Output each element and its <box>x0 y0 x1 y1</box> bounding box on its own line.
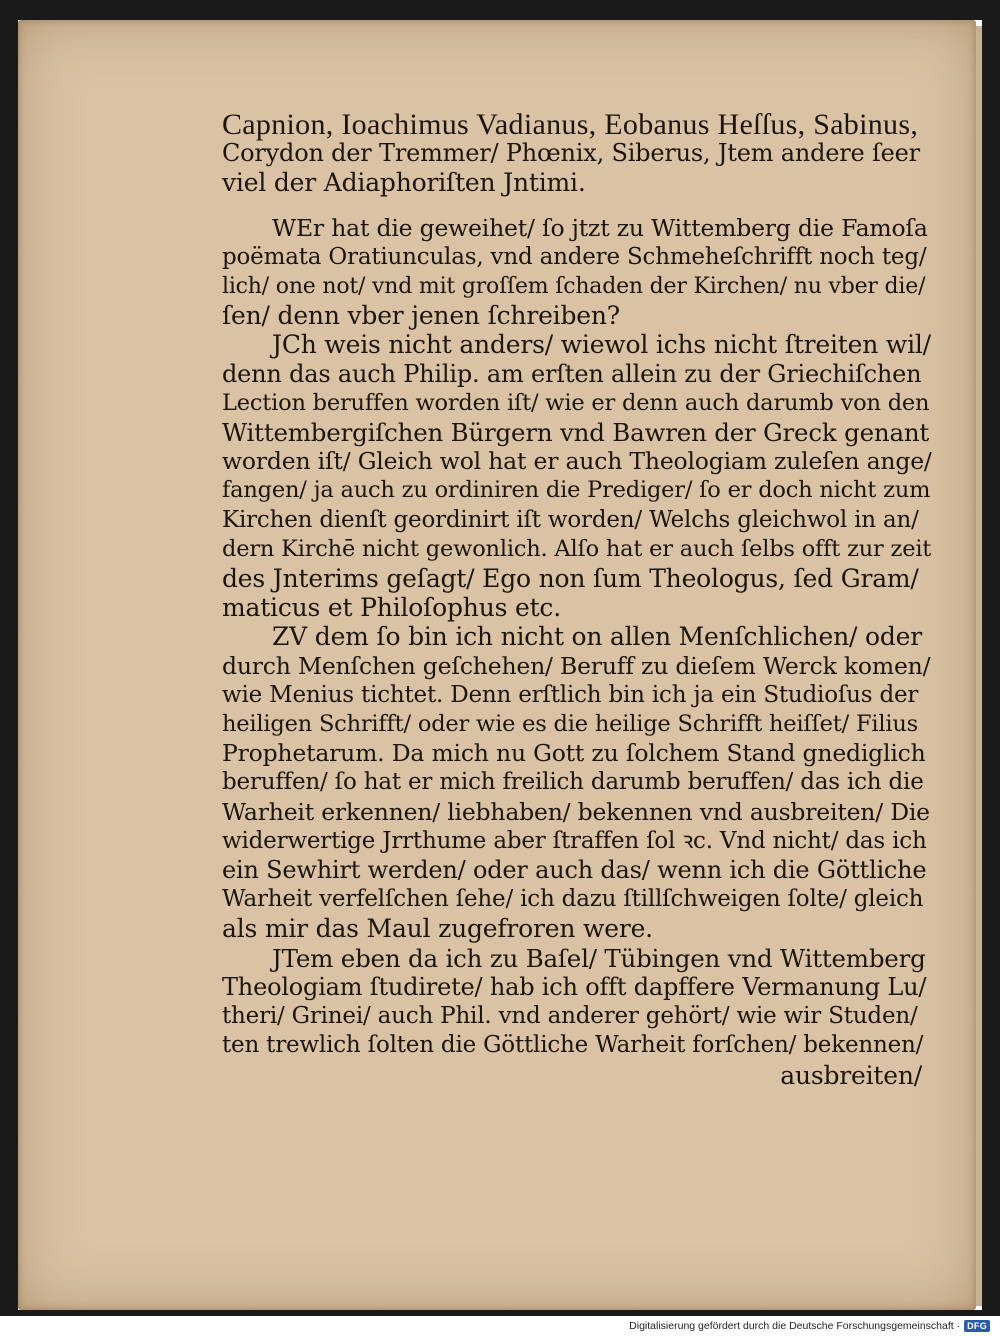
text-line: dern Kirchē nicht gewonlich. Alſo hat er auch ſelbs offt zur zeit <box>222 535 932 562</box>
text-line: lich/ one not/ vnd mit groſſem ſchaden der Kirchen/ nu vber die/ <box>222 274 926 300</box>
text-line: WEr hat die geweihet/ ſo jtzt zu Wittemberg die Famoſa <box>272 213 928 242</box>
page-edge <box>976 26 982 1306</box>
text-line: beruffen/ ſo hat er mich freilich darumb beruffen/ das ich die <box>222 769 924 796</box>
page-text <box>222 110 932 1090</box>
text-line: Lection beruffen worden iſt/ wie er denn auch darumb von den <box>222 389 930 416</box>
text-line: Wittembergiſchen Bürgern vnd Bawren der Greck genant <box>222 418 930 448</box>
text-line: Warheit verfelſchen ſehe/ ich dazu ſtillſchweigen ſolte/ gleich <box>222 886 924 913</box>
text-line: Warheit erkennen/ liebhaben/ bekennen vnd ausbreiten/ Die <box>222 797 930 826</box>
text-line: Corydon der Tremmer/ Phœnix, Siberus, Jtem andere ſeer <box>222 139 920 168</box>
text-line: worden iſt/ Gleich wol hat er auch Theologiam zuleſen ange/ <box>222 447 932 476</box>
funding-note: Digitalisierung gefördert durch die Deutsche Forschungsgemeinschaft · <box>629 1320 961 1332</box>
text-line: viel der Adiaphoriſten Jntimi. <box>222 168 586 198</box>
text-line: JTem eben da ich zu Baſel/ Tübingen vnd Wittemberg <box>272 943 926 973</box>
text-line: maticus et Philoſophus etc. <box>222 593 561 623</box>
text-line: ten trewlich ſolten die Göttliche Warheit forſchen/ bekennen/ <box>222 1032 924 1059</box>
text-line: widerwertige Jrrthume aber ſtraffen ſol ꝛc. Vnd nicht/ das ich <box>222 827 927 854</box>
text-line: ſen/ denn vber jenen ſchreiben? <box>222 301 620 331</box>
dfg-logo-icon: DFG <box>964 1320 990 1332</box>
catchword: ausbreiten/ <box>780 1060 922 1090</box>
scan-border-bottom <box>0 1310 1000 1316</box>
text-line: durch Menſchen geſchehen/ Beruff zu dieſem Werck komen/ <box>222 651 931 680</box>
text-line: theri/ Grinei/ auch Phil. vnd anderer gehört/ wie wir Studen/ <box>222 1003 918 1030</box>
text-line: fangen/ ja auch zu ordiniren die Prediger/ ſo er doch nicht zum <box>222 477 931 504</box>
text-line: heiligen Schrifft/ oder wie es die heilige Schrifft heiſſet/ Filius <box>222 711 918 738</box>
text-line: Capnion, Ioachimus Vadianus, Eobanus Heſſus, Sabinus, <box>222 108 919 141</box>
text-line: poëmata Oratiunculas, vnd andere Schmeheſchrifft noch teg/ <box>222 243 927 270</box>
digitization-footer <box>629 1318 990 1334</box>
text-line: als mir das Maul zugefroren were. <box>222 914 653 944</box>
text-line: ein Sewhirt werden/ oder auch das/ wenn ich die Göttliche <box>222 856 927 885</box>
text-line: Theologiam ſtudirete/ hab ich offt dapffere Vermanung Lu/ <box>222 972 927 1001</box>
text-line: Kirchen dienſt geordinirt iſt worden/ Welchs gleichwol in an/ <box>222 506 919 533</box>
text-line: JCh weis nicht anders/ wiewol ichs nicht ſtreiten wil/ <box>272 330 931 360</box>
scan-border-right <box>982 0 1000 1316</box>
text-line: ZV dem ſo bin ich nicht on allen Menſchlichen/ oder <box>272 622 923 652</box>
text-line: denn das auch Philip. am erſten allein zu der Griechiſchen <box>222 359 922 388</box>
scan-border-top <box>0 0 1000 20</box>
text-line: Prophetarum. Da mich nu Gott zu ſolchem Stand gnediglich <box>222 739 926 768</box>
text-line: wie Menius tichtet. Denn erſtlich bin ich ja ein Studioſus der <box>222 681 919 708</box>
scan-border-left <box>0 0 18 1316</box>
text-line: des Jnterims geſagt/ Ego non ſum Theologus, ſed Gram/ <box>222 564 919 594</box>
